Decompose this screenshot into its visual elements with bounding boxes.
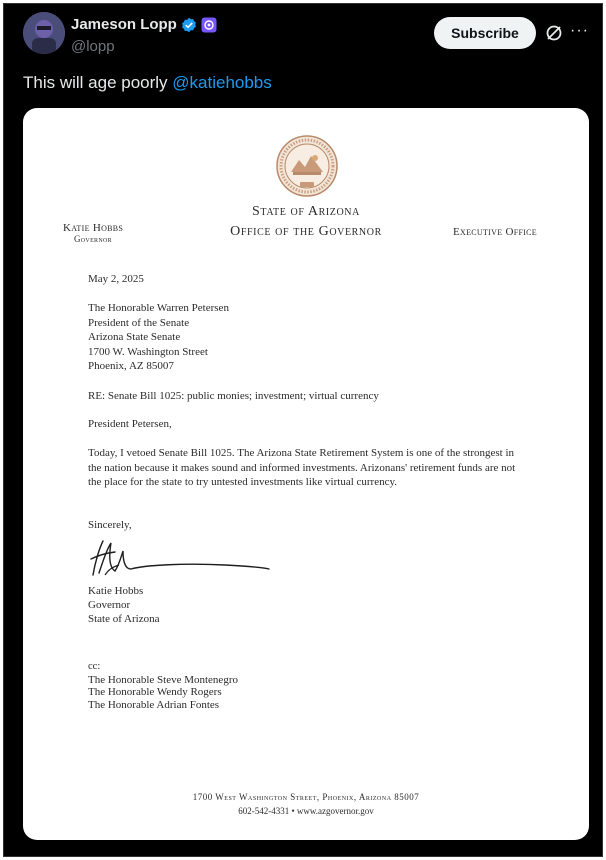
grok-icon[interactable] [544, 23, 564, 43]
signature [85, 535, 275, 585]
letter-image[interactable] [23, 108, 589, 840]
closing: Sincerely, [88, 519, 132, 531]
letterhead-office: Office of the Governor [230, 224, 382, 239]
signer-line: Governor [88, 599, 131, 611]
author-name-row [71, 16, 217, 33]
author-handle[interactable]: @lopp [71, 38, 115, 55]
post-container [3, 3, 603, 857]
tweet-text [23, 73, 272, 93]
addressee-line: 1700 W. Washington Street [88, 345, 208, 358]
author-name[interactable]: Jameson Lopp [71, 16, 177, 33]
letterhead-governor-title: Governor [74, 234, 112, 244]
salutation: President Petersen, [88, 418, 172, 430]
footer-contact: 602-542-4331 • www.azgovernor.gov [238, 806, 374, 816]
cc-label: cc: [88, 661, 101, 672]
affiliate-badge-icon[interactable] [201, 17, 217, 33]
letter-body: Today, I vetoed Senate Bill 1025. The Arizona State Retirement System is one of the strongest in the nation because it makes sound and informed investments. Arizonans' retirement funds are not the place for the state to try untested investments like virtual currency. [88, 447, 516, 488]
arizona-state-seal-icon [275, 134, 339, 198]
verified-badge-icon[interactable] [181, 17, 197, 33]
letterhead-state: State of Arizona [252, 204, 360, 219]
cc-line: The Honorable Wendy Rogers [88, 686, 222, 698]
footer-address: 1700 West Washington Street, Phoenix, Arizona 85007 [192, 792, 420, 802]
addressee-line: Phoenix, AZ 85007 [88, 360, 174, 372]
avatar[interactable] [23, 12, 65, 54]
addressee-line: The Honorable Warren Petersen [88, 302, 229, 314]
addressee-line: President of the Senate [88, 316, 190, 329]
mention-link[interactable]: @katiehobbs [172, 73, 272, 92]
addressee-line: Arizona State Senate [88, 331, 181, 343]
re-line: RE: Senate Bill 1025: public monies; investment; virtual currency [88, 390, 379, 402]
letterhead-governor-name: Katie Hobbs [63, 222, 124, 234]
letter-date: May 2, 2025 [88, 273, 144, 285]
signer-line: Katie Hobbs [88, 585, 144, 597]
signer-line: State of Arizona [88, 613, 160, 625]
cc-line: The Honorable Steve Montenegro [88, 673, 238, 686]
subscribe-button[interactable]: Subscribe [434, 17, 536, 49]
more-icon[interactable]: ··· [570, 22, 589, 39]
letterhead-executive-office: Executive Office [453, 226, 537, 238]
tweet-body: This will age poorly [23, 73, 173, 92]
cc-line: The Honorable Adrian Fontes [88, 698, 220, 711]
